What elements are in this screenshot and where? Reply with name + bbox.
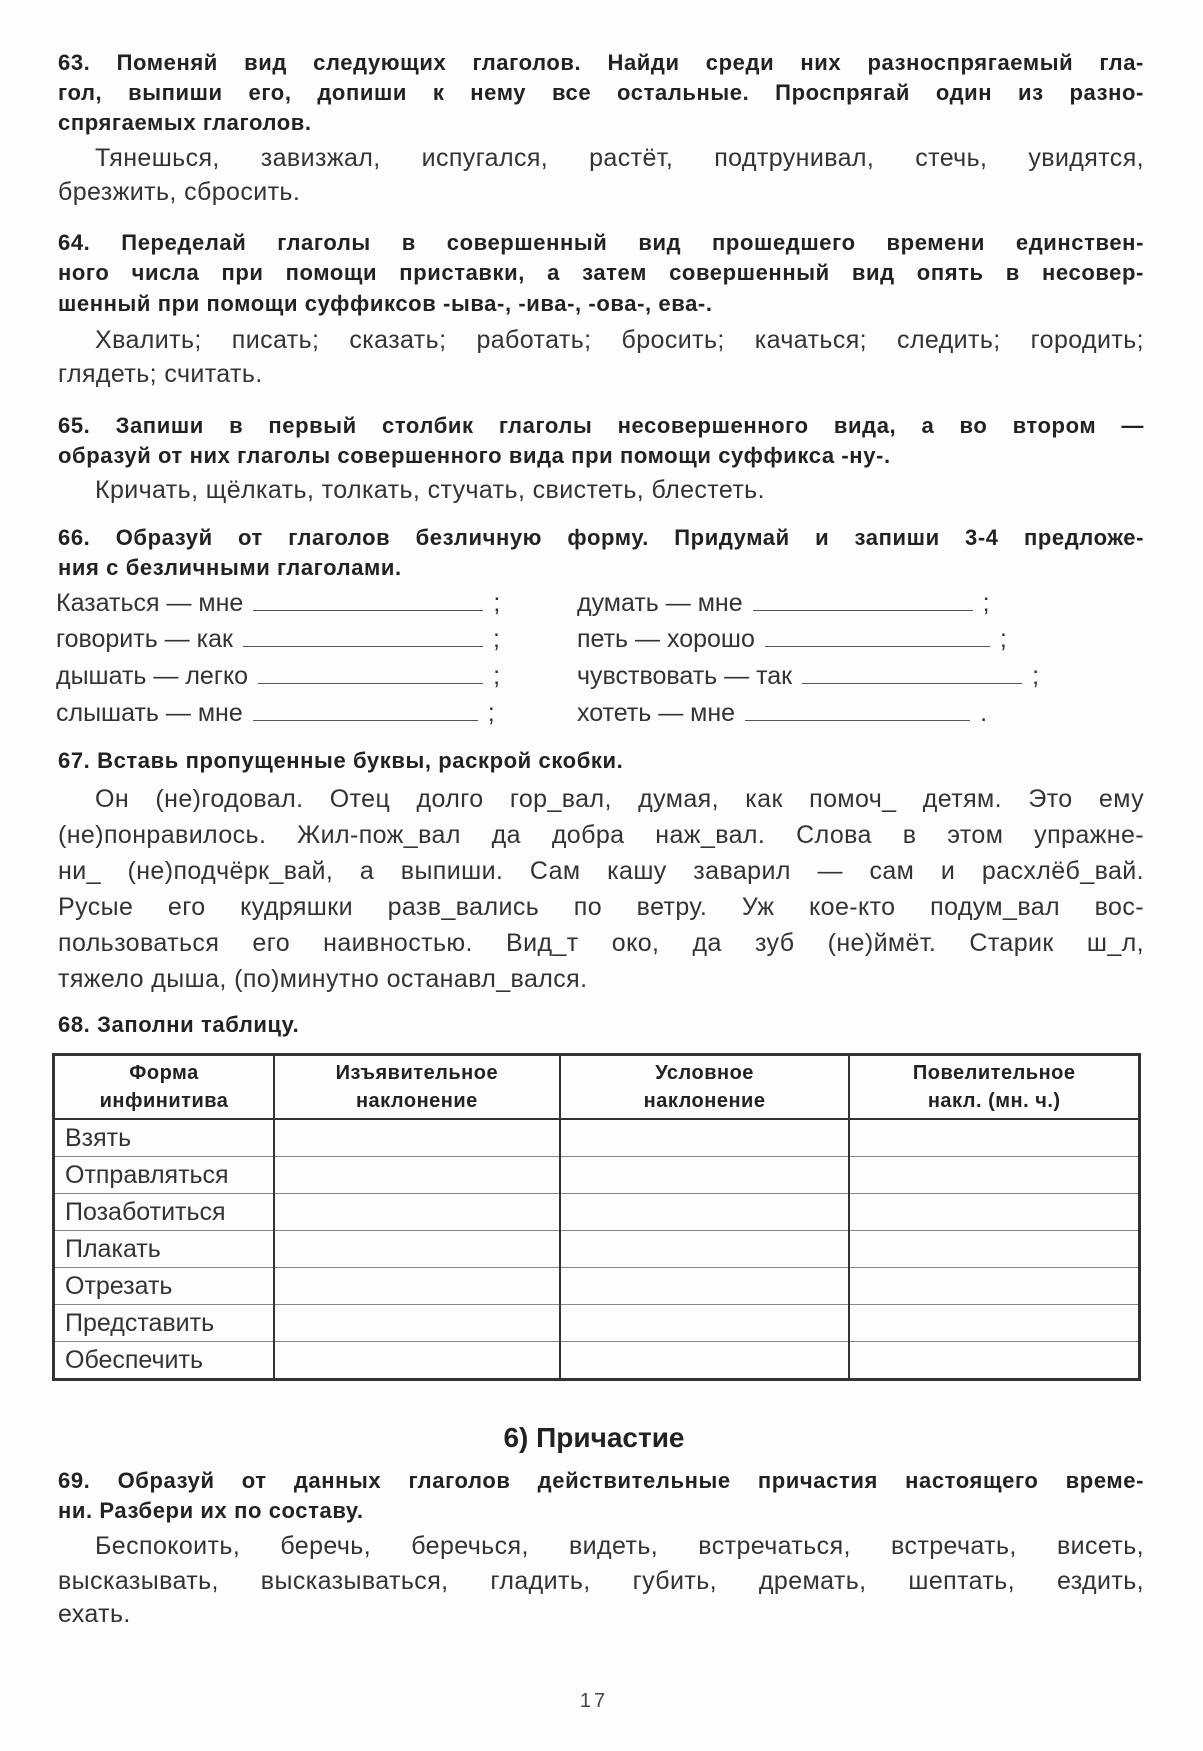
- answer-cell[interactable]: [274, 1305, 560, 1342]
- answer-cell[interactable]: [274, 1194, 560, 1231]
- impersonal-verb-row: [56, 698, 495, 728]
- exercise-text: Русые его кудряшки разв_вались по ветру. Уж кое-кто подум_вал вос-: [58, 893, 1144, 921]
- answer-cell[interactable]: [849, 1157, 1139, 1194]
- table-row: [54, 1305, 1140, 1342]
- page-number: 17: [579, 1690, 609, 1712]
- exercise-instruction: 63. Поменяй вид следующих глаголов. Найди среди них разноспрягаемый гла-: [58, 50, 1144, 75]
- punctuation: ;: [1032, 662, 1040, 690]
- impersonal-verb-row: [577, 661, 1039, 691]
- table-row: [54, 1119, 1140, 1157]
- header-line: Изъявительное: [335, 1062, 499, 1084]
- table-row: [54, 1194, 1140, 1231]
- column-header: [560, 1055, 850, 1120]
- answer-cell[interactable]: [849, 1119, 1139, 1157]
- exercise-text: Он (не)годовал. Отец долго гор_вал, думая, как помоч_ детям. Это ему: [95, 785, 1144, 813]
- header-line: наклонение: [643, 1090, 766, 1112]
- verb-prompt: чувствовать — так: [577, 662, 793, 690]
- exercise-text: ехать.: [58, 1600, 131, 1628]
- exercise-text: пользоваться его наивностью. Вид_т око, да зуб (не)ймёт. Старик ш_л,: [58, 929, 1144, 957]
- column-header: [274, 1055, 560, 1120]
- punctuation: ;: [487, 699, 495, 727]
- exercise-instruction: образуй от них глаголы совершенного вида при помощи суффикса -ну-.: [58, 443, 891, 468]
- header-line: Условное: [655, 1062, 754, 1084]
- impersonal-verb-row: [577, 624, 1007, 654]
- answer-cell[interactable]: [274, 1157, 560, 1194]
- verb-prompt: говорить — как: [56, 625, 233, 653]
- verb-prompt: слышать — мне: [56, 699, 243, 727]
- exercise-instruction: 65. Запиши в первый столбик глаголы несовершенного вида, а во втором —: [58, 413, 1144, 438]
- impersonal-verb-row: [577, 588, 990, 618]
- verb-prompt: Казаться — мне: [56, 589, 244, 617]
- verb-prompt: хотеть — мне: [577, 699, 736, 727]
- infinitive-cell: Взять: [54, 1119, 275, 1157]
- header-line: наклонение: [355, 1090, 478, 1112]
- table-row: [54, 1342, 1140, 1380]
- exercise-text: Кричать, щёлкать, толкать, стучать, свистеть, блестеть.: [95, 476, 765, 504]
- answer-cell[interactable]: [560, 1194, 850, 1231]
- header-line: накл. (мн. ч.): [927, 1090, 1061, 1112]
- table-row: [54, 1231, 1140, 1268]
- exercise-instruction: ни. Разбери их по составу.: [58, 1498, 364, 1523]
- exercise-text: Тянешься, завизжал, испугался, растёт, подтрунивал, стечь, увидятся,: [95, 144, 1144, 172]
- exercise-text: Беспокоить, беречь, беречься, видеть, встречаться, встречать, висеть,: [95, 1532, 1144, 1560]
- infinitive-cell: Позаботиться: [54, 1194, 275, 1231]
- answer-blank[interactable]: [802, 661, 1022, 684]
- answer-cell[interactable]: [560, 1157, 850, 1194]
- answer-cell[interactable]: [849, 1268, 1139, 1305]
- punctuation: .: [980, 699, 988, 727]
- header-line: Повелительное: [912, 1062, 1076, 1084]
- answer-blank[interactable]: [765, 624, 990, 647]
- infinitive-cell: Отрезать: [54, 1268, 275, 1305]
- answer-cell[interactable]: [560, 1268, 850, 1305]
- impersonal-verb-row: [56, 588, 500, 618]
- punctuation: ;: [982, 589, 990, 617]
- verb-prompt: дышать — легко: [56, 662, 249, 690]
- exercise-instruction: ния с безличными глаголами.: [58, 555, 402, 580]
- answer-blank[interactable]: [753, 588, 973, 611]
- answer-cell[interactable]: [560, 1231, 850, 1268]
- section-heading: 6) Причастие: [503, 1422, 685, 1453]
- answer-cell[interactable]: [560, 1119, 850, 1157]
- exercise-text: Хвалить; писать; сказать; работать; бросить; качаться; следить; городить;: [95, 326, 1144, 354]
- exercise-instruction: шенный при помощи суффиксов -ыва-, -ива-, -ова-, ева-.: [58, 291, 713, 316]
- exercise-instruction: ного числа при помощи приставки, а затем совершенный вид опять в несовер-: [58, 260, 1144, 285]
- answer-cell[interactable]: [849, 1194, 1139, 1231]
- impersonal-verb-row: [56, 661, 500, 691]
- answer-cell[interactable]: [849, 1305, 1139, 1342]
- exercise-text: (не)понравилось. Жил-пож_вал да добра наж_вал. Слова в этом упражне-: [58, 821, 1144, 849]
- infinitive-cell: Плакать: [54, 1231, 275, 1268]
- impersonal-verb-row: [56, 624, 500, 654]
- punctuation: ;: [999, 625, 1007, 653]
- infinitive-cell: Представить: [54, 1305, 275, 1342]
- infinitive-cell: Обеспечить: [54, 1342, 275, 1380]
- table-row: [54, 1157, 1140, 1194]
- verb-prompt: петь — хорошо: [577, 625, 755, 653]
- answer-blank[interactable]: [258, 661, 483, 684]
- exercise-text: ни_ (не)подчёрк_вай, а выпиши. Сам кашу заварил — сам и расхлёб_вай.: [58, 857, 1144, 885]
- impersonal-verb-row: [577, 698, 987, 728]
- exercise-text: брезжить, сбросить.: [58, 178, 301, 206]
- answer-cell[interactable]: [849, 1231, 1139, 1268]
- punctuation: ;: [493, 589, 501, 617]
- punctuation: ;: [493, 662, 501, 690]
- answer-cell[interactable]: [274, 1268, 560, 1305]
- exercise-text: высказывать, высказываться, гладить, губить, дремать, шептать, ездить,: [58, 1567, 1144, 1595]
- answer-cell[interactable]: [274, 1231, 560, 1268]
- answer-blank[interactable]: [243, 624, 483, 647]
- header-line: инфинитива: [99, 1090, 229, 1112]
- exercise-instruction: 69. Образуй от данных глаголов действительные причастия настоящего време-: [58, 1468, 1144, 1493]
- verb-prompt: думать — мне: [577, 589, 743, 617]
- table-row: [54, 1268, 1140, 1305]
- exercise-instruction: спрягаемых глаголов.: [58, 110, 312, 135]
- answer-cell[interactable]: [849, 1342, 1139, 1380]
- answer-blank[interactable]: [253, 698, 478, 721]
- verb-mood-table: [52, 1053, 1141, 1381]
- column-header: [54, 1055, 275, 1120]
- answer-cell[interactable]: [274, 1342, 560, 1380]
- exercise-instruction: 67. Вставь пропущенные буквы, раскрой скобки.: [58, 748, 624, 773]
- answer-cell[interactable]: [560, 1305, 850, 1342]
- answer-cell[interactable]: [560, 1342, 850, 1380]
- answer-blank[interactable]: [745, 698, 970, 721]
- exercise-instruction: 64. Переделай глаголы в совершенный вид прошедшего времени единствен-: [58, 230, 1144, 255]
- column-header: [849, 1055, 1139, 1120]
- exercise-instruction: 66. Образуй от глаголов безличную форму. Придумай и запиши 3-4 предложе-: [58, 525, 1144, 550]
- exercise-text: глядеть; считать.: [58, 360, 263, 388]
- answer-blank[interactable]: [253, 588, 483, 611]
- exercise-instruction: гол, выпиши его, допиши к нему все остальные. Проспрягай один из разно-: [58, 80, 1144, 105]
- exercise-text: тяжело дыша, (по)минутно останавл_вался.: [58, 965, 588, 993]
- answer-cell[interactable]: [274, 1119, 560, 1157]
- punctuation: ;: [492, 625, 500, 653]
- header-line: Форма: [129, 1062, 199, 1084]
- exercise-instruction: 68. Заполни таблицу.: [58, 1012, 300, 1037]
- infinitive-cell: Отправляться: [54, 1157, 275, 1194]
